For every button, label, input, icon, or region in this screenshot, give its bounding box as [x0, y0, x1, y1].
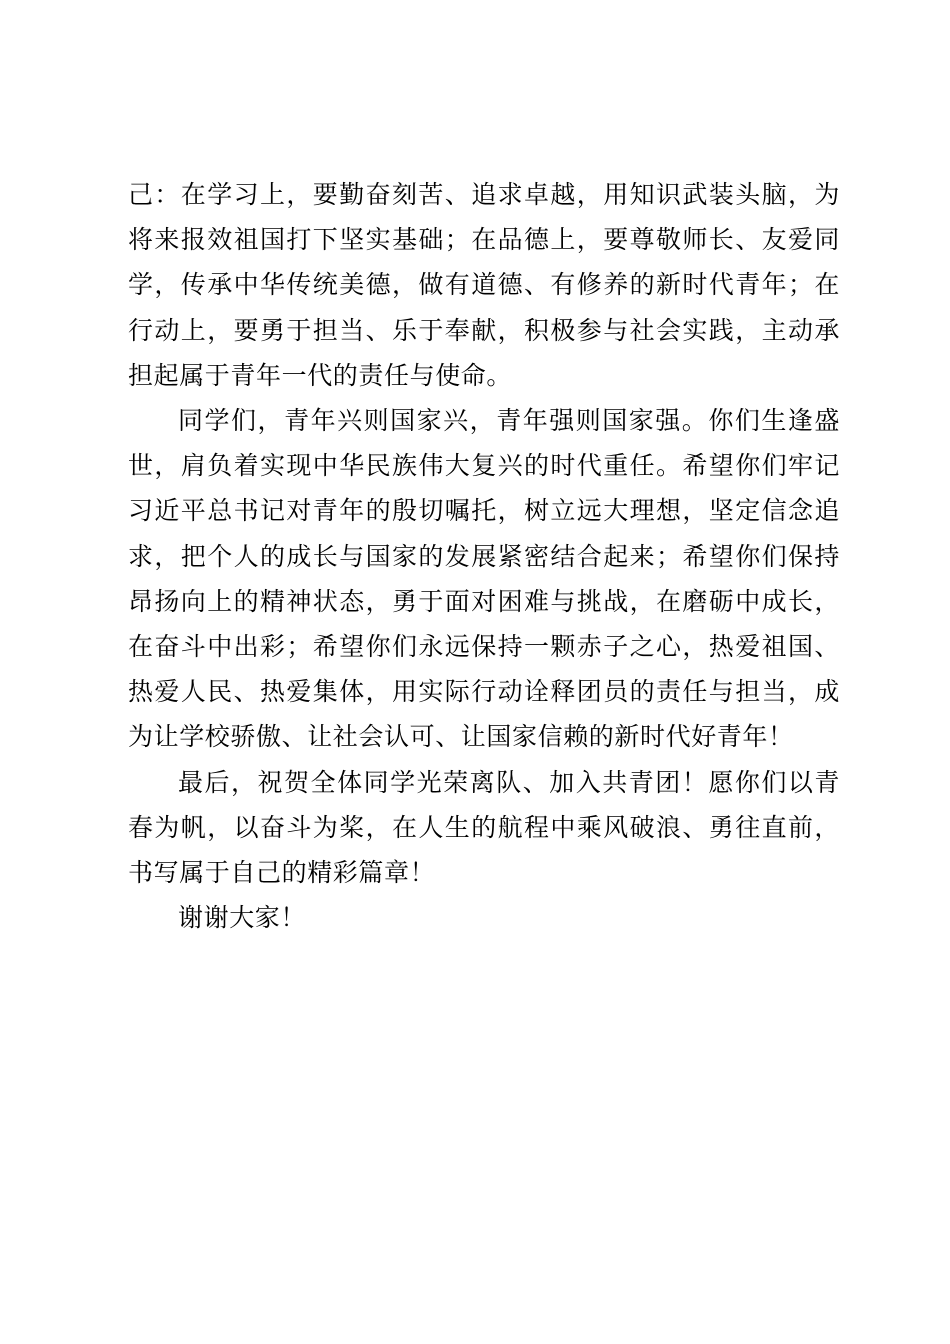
speech-body: [128, 172, 840, 940]
paragraph-continuation: 己：在学习上，要勤奋刻苦、追求卓越，用知识武装头脑，为将来报效祖国打下坚实基础；在品德上，要尊敬师长、友爱同学，传承中华传统美德，做有道德、有修养的新时代青年；在行动上，要勇于担当、乐于奉献，积极参与社会实践，主动承担起属于青年一代的责任与使命。: [128, 180, 840, 390]
paragraph-thanks: 谢谢大家！: [178, 903, 307, 933]
paragraph-youth-mission: 同学们，青年兴则国家兴，青年强则国家强。你们生逢盛世，肩负着实现中华民族伟大复兴的时代重任。希望你们牢记习近平总书记对青年的殷切嘱托，树立远大理想，坚定信念追求，把个人的成长与国家的发展紧密结合起来；希望你们保持昂扬向上的精神状态，勇于面对困难与挑战，在磨砺中成长，在奋斗中出彩；希望你们永远保持一颗赤子之心，热爱祖国、热爱人民、热爱集体，用实际行动诠释团员的责任与担当，成为让学校骄傲、让社会认可、让国家信赖的新时代好青年！: [128, 406, 840, 752]
paragraph-congratulations: 最后，祝贺全体同学光荣离队、加入共青团！愿你们以青春为帆，以奋斗为桨，在人生的航程中乘风破浪、勇往直前，书写属于自己的精彩篇章！: [128, 767, 840, 888]
